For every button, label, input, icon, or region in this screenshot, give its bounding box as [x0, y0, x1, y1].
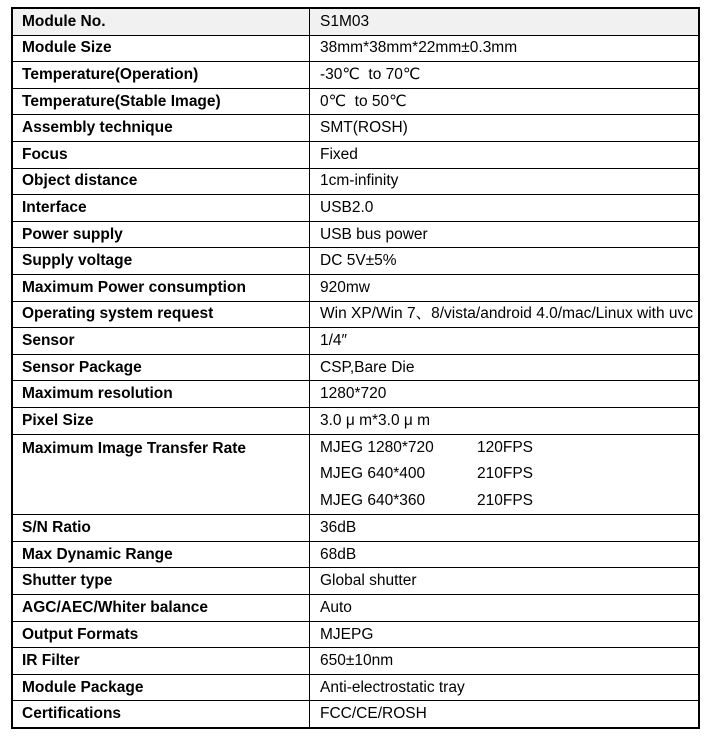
table-row [12, 301, 699, 328]
spec-label: Maximum resolution [12, 381, 310, 408]
spec-value: 38mm*38mm*22mm±0.3mm [310, 35, 700, 62]
spec-value [310, 434, 700, 515]
spec-value: Fixed [310, 141, 700, 168]
table-row [12, 541, 699, 568]
spec-value: 68dB [310, 541, 700, 568]
spec-value: 1280*720 [310, 381, 700, 408]
spec-label: Sensor Package [12, 354, 310, 381]
spec-value: CSP,Bare Die [310, 354, 700, 381]
spec-label: AGC/AEC/Whiter balance [12, 595, 310, 622]
spec-label: Sensor [12, 328, 310, 355]
spec-label: Assembly technique [12, 115, 310, 142]
spec-value: Auto [310, 595, 700, 622]
table-row [12, 141, 699, 168]
table-row [12, 674, 699, 701]
spec-value: 1cm-infinity [310, 168, 700, 195]
spec-label: IR Filter [12, 648, 310, 675]
spec-label: Interface [12, 195, 310, 222]
spec-label: Operating system request [12, 301, 310, 328]
spec-label: Supply voltage [12, 248, 310, 275]
table-row [12, 515, 699, 542]
transfer-rate-line [320, 435, 694, 462]
table-row [12, 648, 699, 675]
spec-value: Win XP/Win 7、8/vista/android 4.0/mac/Linux with uvc [310, 301, 700, 328]
spec-value: 3.0 μ m*3.0 μ m [310, 407, 700, 434]
table-row [12, 328, 699, 355]
spec-value: 0℃ to 50℃ [310, 88, 700, 115]
table-row [12, 195, 699, 222]
spec-label: Pixel Size [12, 407, 310, 434]
table-row [12, 115, 699, 142]
transfer-rate-line [320, 488, 694, 515]
spec-value: 920mw [310, 274, 700, 301]
table-row [12, 248, 699, 275]
spec-table-container [11, 7, 700, 729]
transfer-rate-fps: 210FPS [477, 465, 534, 483]
transfer-rate-line [320, 461, 694, 488]
spec-value: DC 5V±5% [310, 248, 700, 275]
spec-label: Shutter type [12, 568, 310, 595]
spec-table-body [12, 8, 699, 728]
spec-label: Power supply [12, 221, 310, 248]
spec-label: Module Size [12, 35, 310, 62]
spec-value: USB bus power [310, 221, 700, 248]
table-row [12, 381, 699, 408]
table-row [12, 8, 699, 35]
spec-label: Focus [12, 141, 310, 168]
table-row [12, 434, 699, 515]
spec-label: Maximum Image Transfer Rate [12, 434, 310, 515]
table-row [12, 274, 699, 301]
transfer-rate-resolution: MJEG 640*360 [320, 491, 426, 509]
table-row [12, 35, 699, 62]
spec-label: S/N Ratio [12, 515, 310, 542]
table-row [12, 407, 699, 434]
spec-value: FCC/CE/ROSH [310, 701, 700, 728]
spec-label: Module Package [12, 674, 310, 701]
table-row [12, 354, 699, 381]
table-row [12, 88, 699, 115]
spec-label: Module No. [12, 8, 310, 35]
spec-value: S1M03 [310, 8, 700, 35]
spec-table [11, 7, 700, 729]
spec-label: Temperature(Stable Image) [12, 88, 310, 115]
transfer-rate-resolution: MJEG 640*400 [320, 465, 426, 483]
table-row [12, 168, 699, 195]
transfer-rate-fps: 210FPS [477, 491, 534, 509]
table-row [12, 221, 699, 248]
spec-value: Anti-electrostatic tray [310, 674, 700, 701]
transfer-rate-resolution: MJEG 1280*720 [320, 438, 434, 456]
spec-value: 36dB [310, 515, 700, 542]
spec-value: USB2.0 [310, 195, 700, 222]
spec-label: Max Dynamic Range [12, 541, 310, 568]
table-row [12, 621, 699, 648]
spec-label: Maximum Power consumption [12, 274, 310, 301]
spec-value: SMT(ROSH) [310, 115, 700, 142]
table-row [12, 595, 699, 622]
spec-value: MJEPG [310, 621, 700, 648]
table-row [12, 568, 699, 595]
table-row [12, 62, 699, 89]
spec-value: 1/4″ [310, 328, 700, 355]
spec-value: Global shutter [310, 568, 700, 595]
spec-label: Output Formats [12, 621, 310, 648]
spec-label: Certifications [12, 701, 310, 728]
spec-label: Temperature(Operation) [12, 62, 310, 89]
spec-value: -30℃ to 70℃ [310, 62, 700, 89]
transfer-rate-fps: 120FPS [477, 438, 534, 456]
table-row [12, 701, 699, 728]
spec-label: Object distance [12, 168, 310, 195]
spec-value: 650±10nm [310, 648, 700, 675]
